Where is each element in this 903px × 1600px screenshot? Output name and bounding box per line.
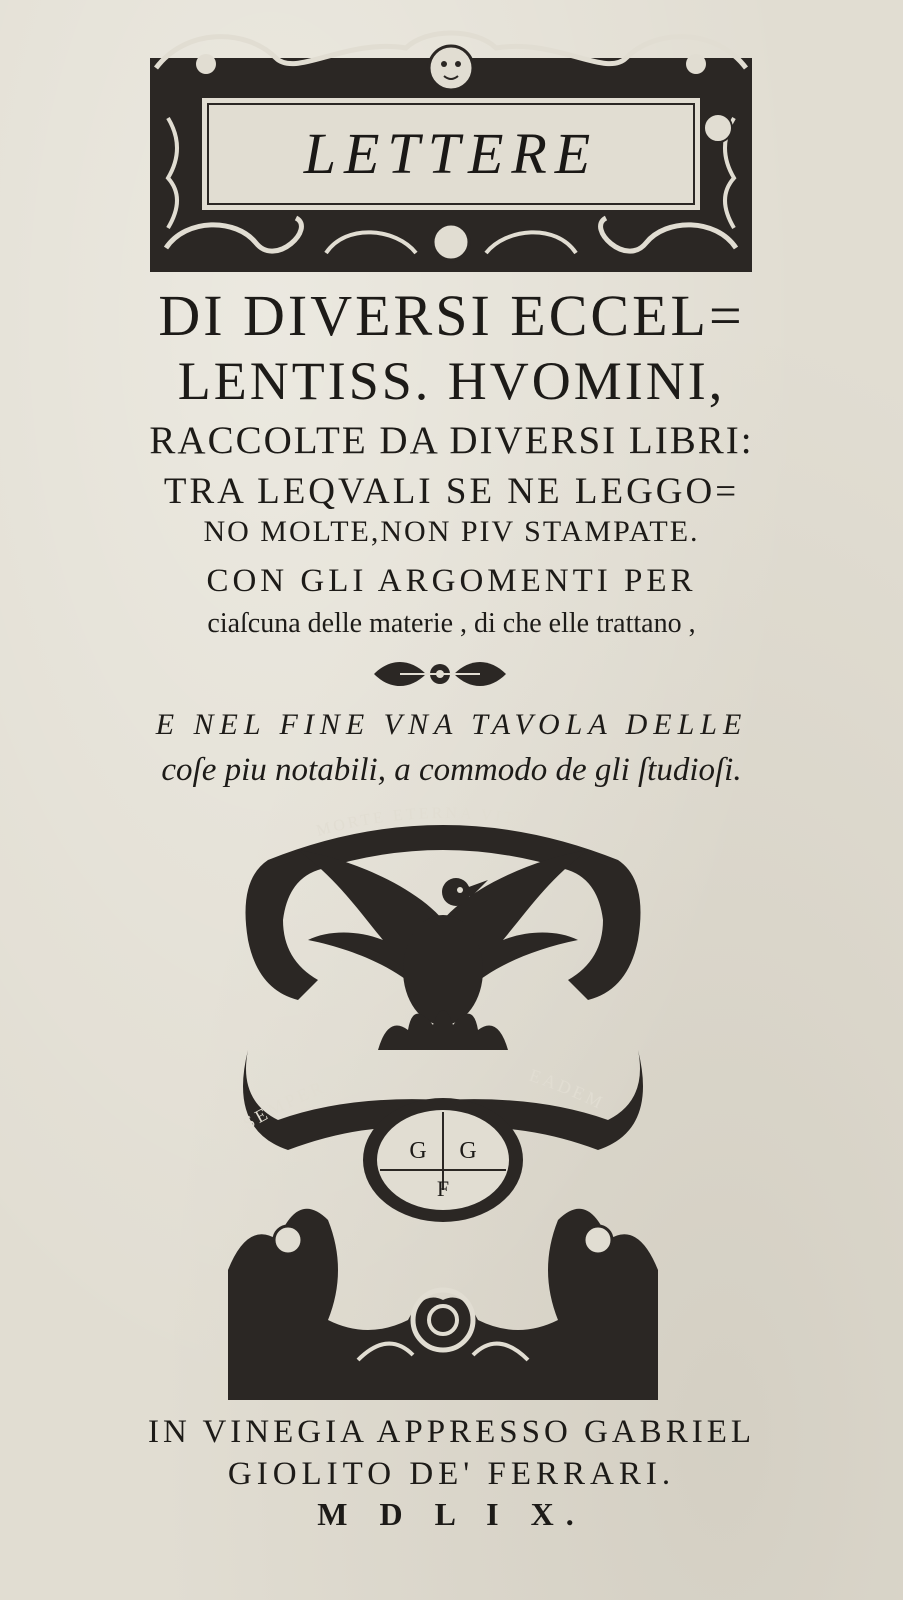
heading-line-5: NO MOLTE,NON PIV STAMPATE. [203, 515, 700, 548]
italic-line-2: coſe piu notabili, a commodo de gli ſtudioſi. [161, 752, 742, 788]
shield-letter-2: G [459, 1138, 477, 1164]
title-word: LETTERE [303, 121, 599, 186]
shield-letter-3: F [436, 1176, 450, 1201]
imprint-line-1: IN VINEGIA APPRESSO GABRIEL [147, 1414, 756, 1450]
motto-left: SEMPER [239, 1076, 329, 1134]
heading-line-1: DI DIVERSI ECCEL= [158, 283, 745, 348]
imprint-date: M D L I X. [317, 1496, 586, 1532]
motto-right: EADEM [526, 1064, 609, 1114]
heading-line-3: RACCOLTE DA DIVERSI LIBRI: [149, 419, 754, 462]
heading-line-4: TRA LEQVALI SE NE LEGGO= [163, 471, 740, 512]
shield-letter-1: G [409, 1138, 427, 1164]
imprint-line-2: GIOLITO DE' FERRARI. [227, 1456, 676, 1492]
heading-line-7: ciaſcuna delle materie , di che elle trattano , [207, 608, 696, 639]
heading-line-2: LENTISS. HVOMINI, [177, 351, 726, 411]
italic-line-1: E NEL FINE VNA TAVOLA DELLE [155, 708, 748, 741]
motto-top: MORTE ETERNA VITA [314, 804, 532, 840]
heading-line-6: CON GLI ARGOMENTI PER [206, 563, 697, 599]
printers-device-phoenix [208, 800, 678, 1410]
fleuron-ornament [370, 652, 510, 696]
